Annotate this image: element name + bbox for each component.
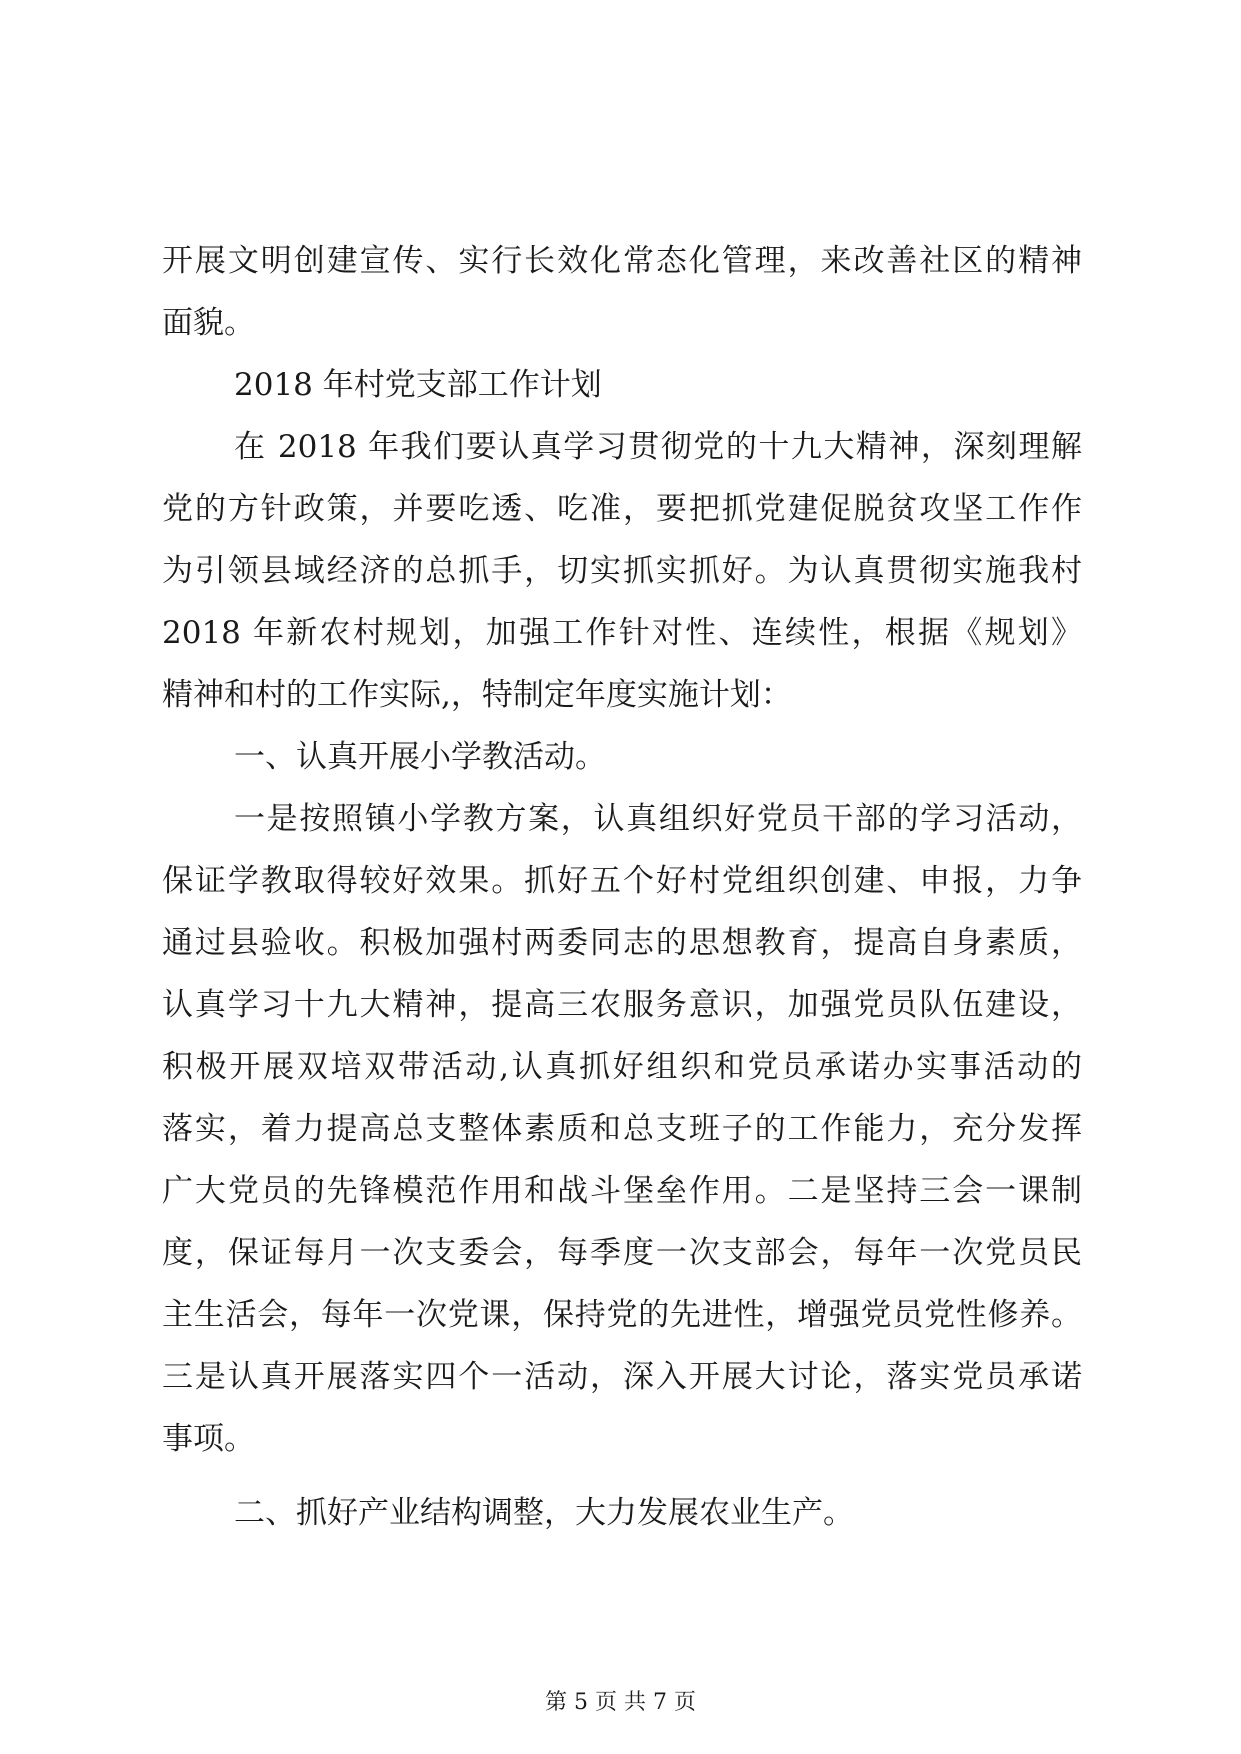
paragraph-line: 一是按照镇小学教方案，认真组织好党员干部的学习活动， [234,801,1082,837]
paragraph-line: 在 2018 年我们要认真学习贯彻党的十九大精神，深刻理解 [234,429,1082,465]
paragraph-line: 广大党员的先锋模范作用和战斗堡垒作用。二是坚持三会一课制 [162,1173,1082,1209]
section-heading: 二、抓好产业结构调整，大力发展农业生产。 [234,1495,854,1531]
paragraph-line: 三是认真开展落实四个一活动，深入开展大讨论，落实党员承诺 [162,1359,1082,1395]
paragraph-line: 通过县验收。积极加强村两委同志的思想教育，提高自身素质， [162,925,1082,961]
paragraph-line: 度，保证每月一次支委会，每季度一次支部会，每年一次党员民 [162,1235,1082,1271]
paragraph-line: 党的方针政策，并要吃透、吃准，要把抓党建促脱贫攻坚工作作 [162,491,1082,527]
paragraph-line: 2018 年新农村规划，加强工作针对性、连续性，根据《规划》 [162,615,1082,651]
paragraph-line: 面貌。 [162,305,255,341]
paragraph-line: 开展文明创建宣传、实行长效化常态化管理，来改善社区的精神 [162,243,1082,279]
paragraph-line: 落实，着力提高总支整体素质和总支班子的工作能力，充分发挥 [162,1111,1082,1147]
paragraph-line: 为引领县域经济的总抓手，切实抓实抓好。为认真贯彻实施我村 [162,553,1082,589]
page-footer: 第 5 页 共 7 页 [545,1690,696,1715]
paragraph-line: 保证学教取得较好效果。抓好五个好村党组织创建、申报，力争 [162,863,1082,899]
section-title: 2018 年村党支部工作计划 [234,367,602,403]
paragraph-line: 事项。 [162,1421,255,1457]
section-heading: 一、认真开展小学教活动。 [234,739,606,775]
paragraph-line: 认真学习十九大精神，提高三农服务意识，加强党员队伍建设， [162,987,1082,1023]
paragraph-line: 精神和村的工作实际,，特制定年度实施计划： [162,677,792,713]
paragraph-line: 主生活会，每年一次党课，保持党的先进性，增强党员党性修养。 [162,1297,1082,1333]
document-body [162,230,1082,1544]
paragraph-line: 积极开展双培双带活动,认真抓好组织和党员承诺办实事活动的 [162,1049,1082,1085]
